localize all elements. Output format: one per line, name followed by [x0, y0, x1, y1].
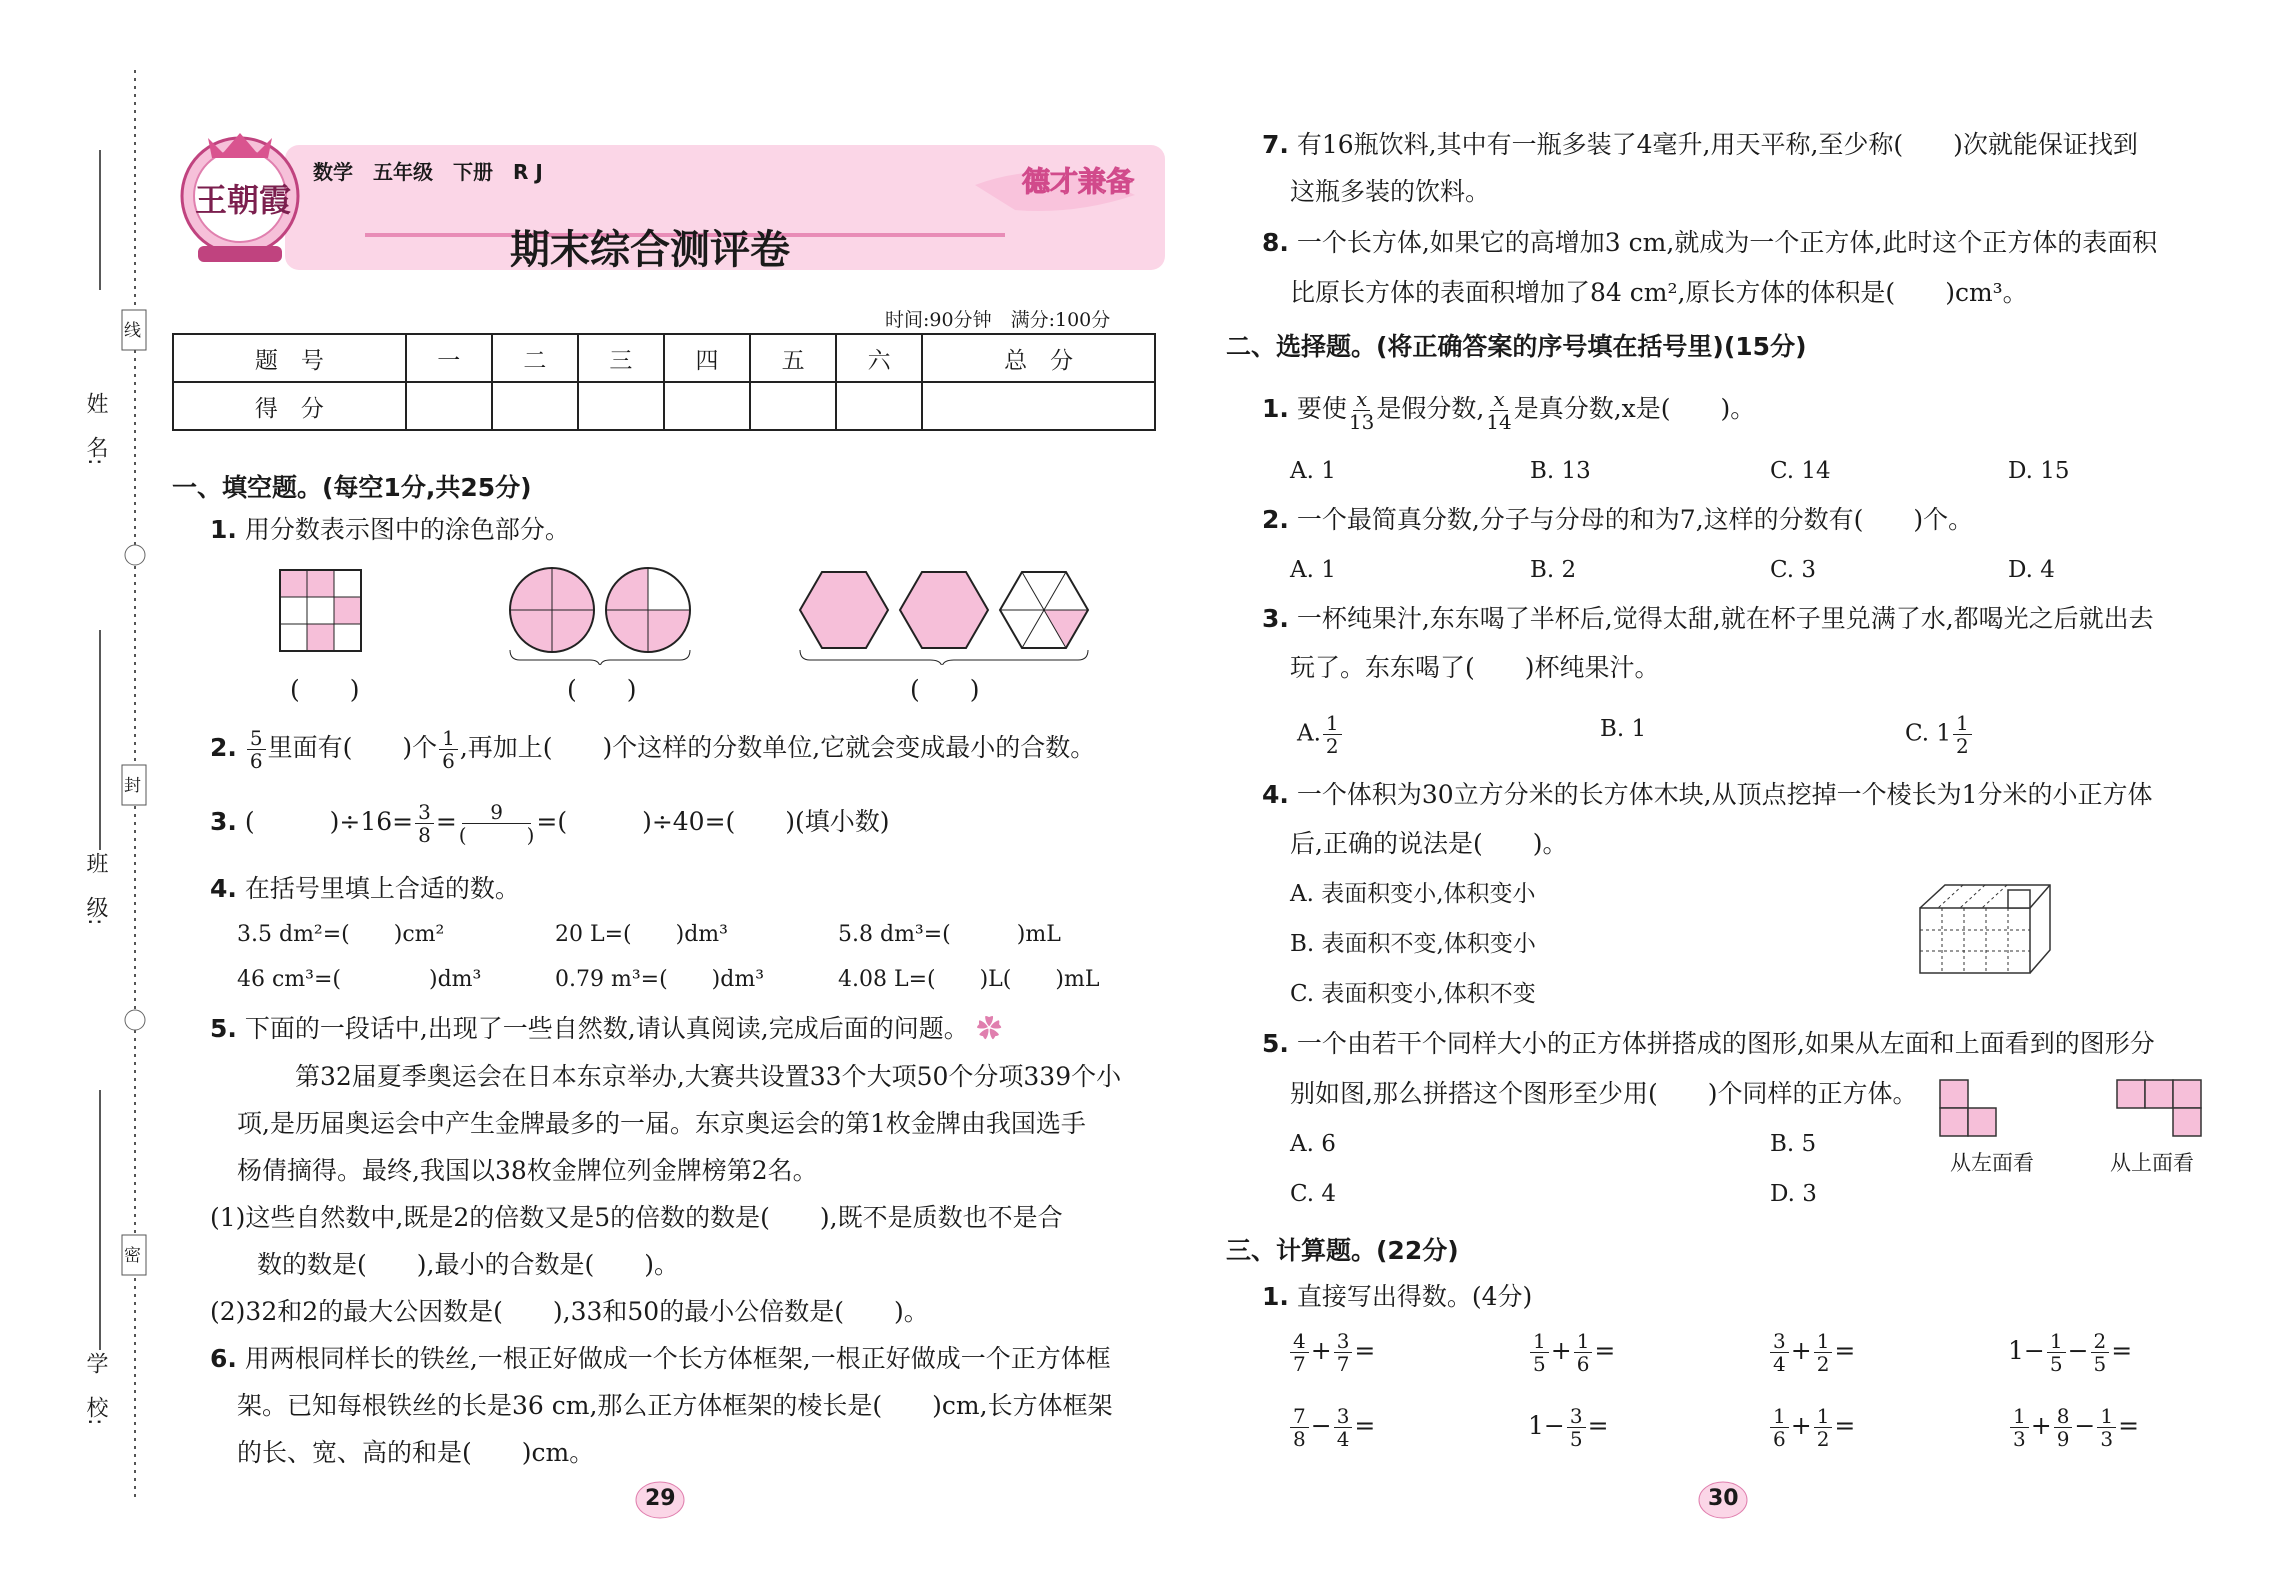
- c5-line: 别如图,那么拼搭这个图形至少用( )个同样的正方体。: [1290, 1079, 1918, 1108]
- left-view-label: 从左面看: [1950, 1151, 2034, 1175]
- q1-answer-blank-2[interactable]: ( ): [567, 675, 637, 704]
- question-4: 4. 在括号里填上合适的数。: [210, 874, 520, 903]
- header-badge: 德才兼备: [1022, 165, 1135, 198]
- choice-5: 5. 一个由若干个同样大小的正方体拼搭成的图形,如果从左面和上面看到的图形分: [1262, 1029, 2155, 1058]
- q1-answer-blank-1[interactable]: ( ): [290, 675, 360, 704]
- feng-mark: 封: [124, 776, 141, 796]
- c2-option[interactable]: D. 4: [2008, 557, 2055, 583]
- score-cell[interactable]: [664, 382, 750, 430]
- top-view-figure: [2115, 1078, 2215, 1140]
- q8-line: 比原长方体的表面积增加了84 cm²,原长方体的体积是( )cm³。: [1290, 278, 2028, 307]
- score-cell[interactable]: [492, 382, 578, 430]
- left-view-figure: [1930, 1078, 2010, 1140]
- q4-item: 20 L=( )dm³: [555, 922, 728, 947]
- name-label: 姓 名:: [83, 392, 108, 466]
- c5-option[interactable]: B. 5: [1770, 1131, 1817, 1157]
- score-header-cell: 一: [406, 334, 492, 382]
- c3-option[interactable]: A. $\frac{1}{2}$: [1297, 712, 1344, 757]
- score-header-cell: 四: [664, 334, 750, 382]
- page-number: 29: [645, 1486, 676, 1511]
- choice-3: 3. 一杯纯果汁,东东喝了半杯后,觉得太甜,就在杯子里兑满了水,都喝光之后就出去: [1262, 604, 2154, 633]
- time-info: 时间:90分钟 满分:100分: [885, 309, 1111, 331]
- c1-option[interactable]: D. 15: [2008, 458, 2070, 484]
- choice-2: 2. 一个最简真分数,分子与分母的和为7,这样的分数有( )个。: [1262, 505, 1974, 534]
- c5-option[interactable]: C. 4: [1290, 1181, 1337, 1207]
- section-3-title: 三、计算题。(22分): [1226, 1236, 1459, 1265]
- c1-option[interactable]: A. 1: [1290, 458, 1336, 484]
- c4-option[interactable]: B. 表面积不变,体积变小: [1290, 931, 1536, 957]
- calc-1: 1. 直接写出得数。(4分): [1262, 1282, 1533, 1311]
- class-label: 班 级:: [83, 852, 108, 926]
- question-6: 6. 用两根同样长的铁丝,一根正好做成一个长方体框架,一根正好做成一个正方体框: [210, 1344, 1111, 1373]
- calc-item: $\frac{1}{6}$ + $\frac{1}{2}$ =: [1768, 1405, 1855, 1450]
- question-3: 3. ( )÷16= $\frac{3}{8}$ = $\frac{9}{( )}$ =( )÷40=( )(填小数): [210, 800, 890, 847]
- section-2-title: 二、选择题。(将正确答案的序号填在括号里)(15分): [1226, 332, 1807, 361]
- q5-sub-1: (1)这些自然数中,既是2的倍数又是5的倍数的数是( ),既不是质数也不是合: [210, 1203, 1063, 1232]
- q4-item: 5.8 dm³=( )mL: [838, 922, 1061, 947]
- calc-item: 1− $\frac{3}{5}$ =: [1528, 1404, 1609, 1451]
- question-7: 7. 有16瓶饮料,其中有一瓶多装了4毫升,用天平称,至少称( )次就能保证找到: [1262, 130, 2138, 159]
- calc-item: $\frac{3}{4}$ + $\frac{1}{2}$ =: [1768, 1330, 1855, 1375]
- score-table: [172, 333, 1156, 431]
- c2-option[interactable]: A. 1: [1290, 557, 1336, 583]
- score-cell[interactable]: [922, 382, 1155, 430]
- q5-passage-line: 第32届夏季奥运会在日本东京举办,大赛共设置33个大项50个分项339个小: [295, 1062, 1122, 1091]
- page-title: 期末综合测评卷: [510, 227, 790, 273]
- cuboid-figure: [1915, 880, 2060, 980]
- c3-option[interactable]: C. 1 $\frac{1}{2}$: [1905, 712, 1974, 757]
- q1-answer-blank-3[interactable]: ( ): [910, 675, 980, 704]
- q5-passage-line: 项,是历届奥运会中产生金牌最多的一届。东京奥运会的第1枚金牌由我国选手: [237, 1109, 1086, 1138]
- logo-text: 王朝霞: [195, 181, 292, 219]
- question-5: 5. 下面的一段话中,出现了一些自然数,请认真阅读,完成后面的问题。 ✿: [210, 1014, 1002, 1043]
- c5-option[interactable]: A. 6: [1290, 1131, 1336, 1157]
- question-2: 2. $\frac{5}{6}$ 里面有( )个 $\frac{1}{6}$ ,再加上( )个这样的分数单位,它就会变成最小的合数。: [210, 726, 1096, 773]
- flower-icon: ✿: [976, 1014, 1002, 1043]
- c3-option[interactable]: B. 1: [1600, 716, 1647, 742]
- q4-item: 3.5 dm²=( )cm²: [237, 922, 445, 947]
- c2-option[interactable]: B. 2: [1530, 557, 1577, 583]
- calc-item: 1− $\frac{1}{5}$ − $\frac{2}{5}$ =: [2008, 1329, 2133, 1376]
- q5-sub-2: (2)32和2的最大公因数是( ),33和50的最小公倍数是( )。: [210, 1297, 929, 1326]
- q5-sub-1-cont: 数的数是( ),最小的合数是( )。: [257, 1250, 679, 1279]
- q1-figures: [270, 565, 1090, 665]
- q4-item: 46 cm³=( )dm³: [237, 967, 482, 992]
- score-header-cell: 五: [750, 334, 836, 382]
- xian-mark: 线: [124, 321, 141, 341]
- q7-line: 这瓶多装的饮料。: [1290, 177, 1491, 206]
- c2-option[interactable]: C. 3: [1770, 557, 1817, 583]
- c5-option[interactable]: D. 3: [1770, 1181, 1817, 1207]
- calc-item: $\frac{1}{3}$ + $\frac{8}{9}$ − $\frac{1}{3}$ =: [2008, 1405, 2139, 1450]
- score-row-label: 得 分: [173, 382, 406, 430]
- question-1: 1. 用分数表示图中的涂色部分。: [210, 515, 570, 544]
- score-header-cell: 六: [836, 334, 922, 382]
- q4-item: 0.79 m³=( )dm³: [555, 967, 765, 992]
- binding-strip: [0, 0, 180, 1582]
- top-view-label: 从上面看: [2110, 1151, 2194, 1175]
- c4-option[interactable]: C. 表面积变小,体积不变: [1290, 981, 1536, 1007]
- choice-1: 1. 要使 $\frac{x}{13}$ 是假分数, $\frac{x}{14}$ 是真分数,x是( )。: [1262, 387, 1756, 434]
- c3-line: 玩了。东东喝了( )杯纯果汁。: [1290, 653, 1660, 682]
- mi-mark: 密: [124, 1246, 141, 1266]
- score-cell[interactable]: [406, 382, 492, 430]
- school-label: 学 校:: [83, 1352, 108, 1426]
- score-header-cell: 总 分: [922, 334, 1155, 382]
- score-cell[interactable]: [578, 382, 664, 430]
- q5-passage-line: 杨倩摘得。最终,我国以38枚金牌位列金牌榜第2名。: [237, 1156, 818, 1185]
- score-header-cell: 二: [492, 334, 578, 382]
- header-subtitle: 数学 五年级 下册 R J: [313, 160, 543, 184]
- q6-line: 的长、宽、高的和是( )cm。: [237, 1438, 595, 1467]
- c4-line: 后,正确的说法是( )。: [1290, 829, 1568, 858]
- score-header-cell: 题 号: [173, 334, 406, 382]
- q4-item: 4.08 L=( )L( )mL: [838, 967, 1100, 992]
- calc-item: $\frac{7}{8}$ − $\frac{3}{4}$ =: [1288, 1405, 1375, 1450]
- score-cell[interactable]: [750, 382, 836, 430]
- score-header-cell: 三: [578, 334, 664, 382]
- score-cell[interactable]: [836, 382, 922, 430]
- section-1-title: 一、填空题。(每空1分,共25分): [172, 473, 532, 502]
- c1-option[interactable]: B. 13: [1530, 458, 1591, 484]
- q6-line: 架。已知每根铁丝的长是36 cm,那么正方体框架的棱长是( )cm,长方体框架: [237, 1391, 1113, 1420]
- c4-option[interactable]: A. 表面积变小,体积变小: [1290, 881, 1536, 907]
- calc-item: $\frac{4}{7}$ + $\frac{3}{7}$ =: [1288, 1330, 1375, 1375]
- c1-option[interactable]: C. 14: [1770, 458, 1831, 484]
- calc-item: $\frac{1}{5}$ + $\frac{1}{6}$ =: [1528, 1330, 1615, 1375]
- question-8: 8. 一个长方体,如果它的高增加3 cm,就成为一个正方体,此时这个正方体的表面积: [1262, 228, 2158, 257]
- page-number: 30: [1708, 1486, 1739, 1511]
- choice-4: 4. 一个体积为30立方分米的长方体木块,从顶点挖掉一个棱长为1分米的小正方体: [1262, 780, 2153, 809]
